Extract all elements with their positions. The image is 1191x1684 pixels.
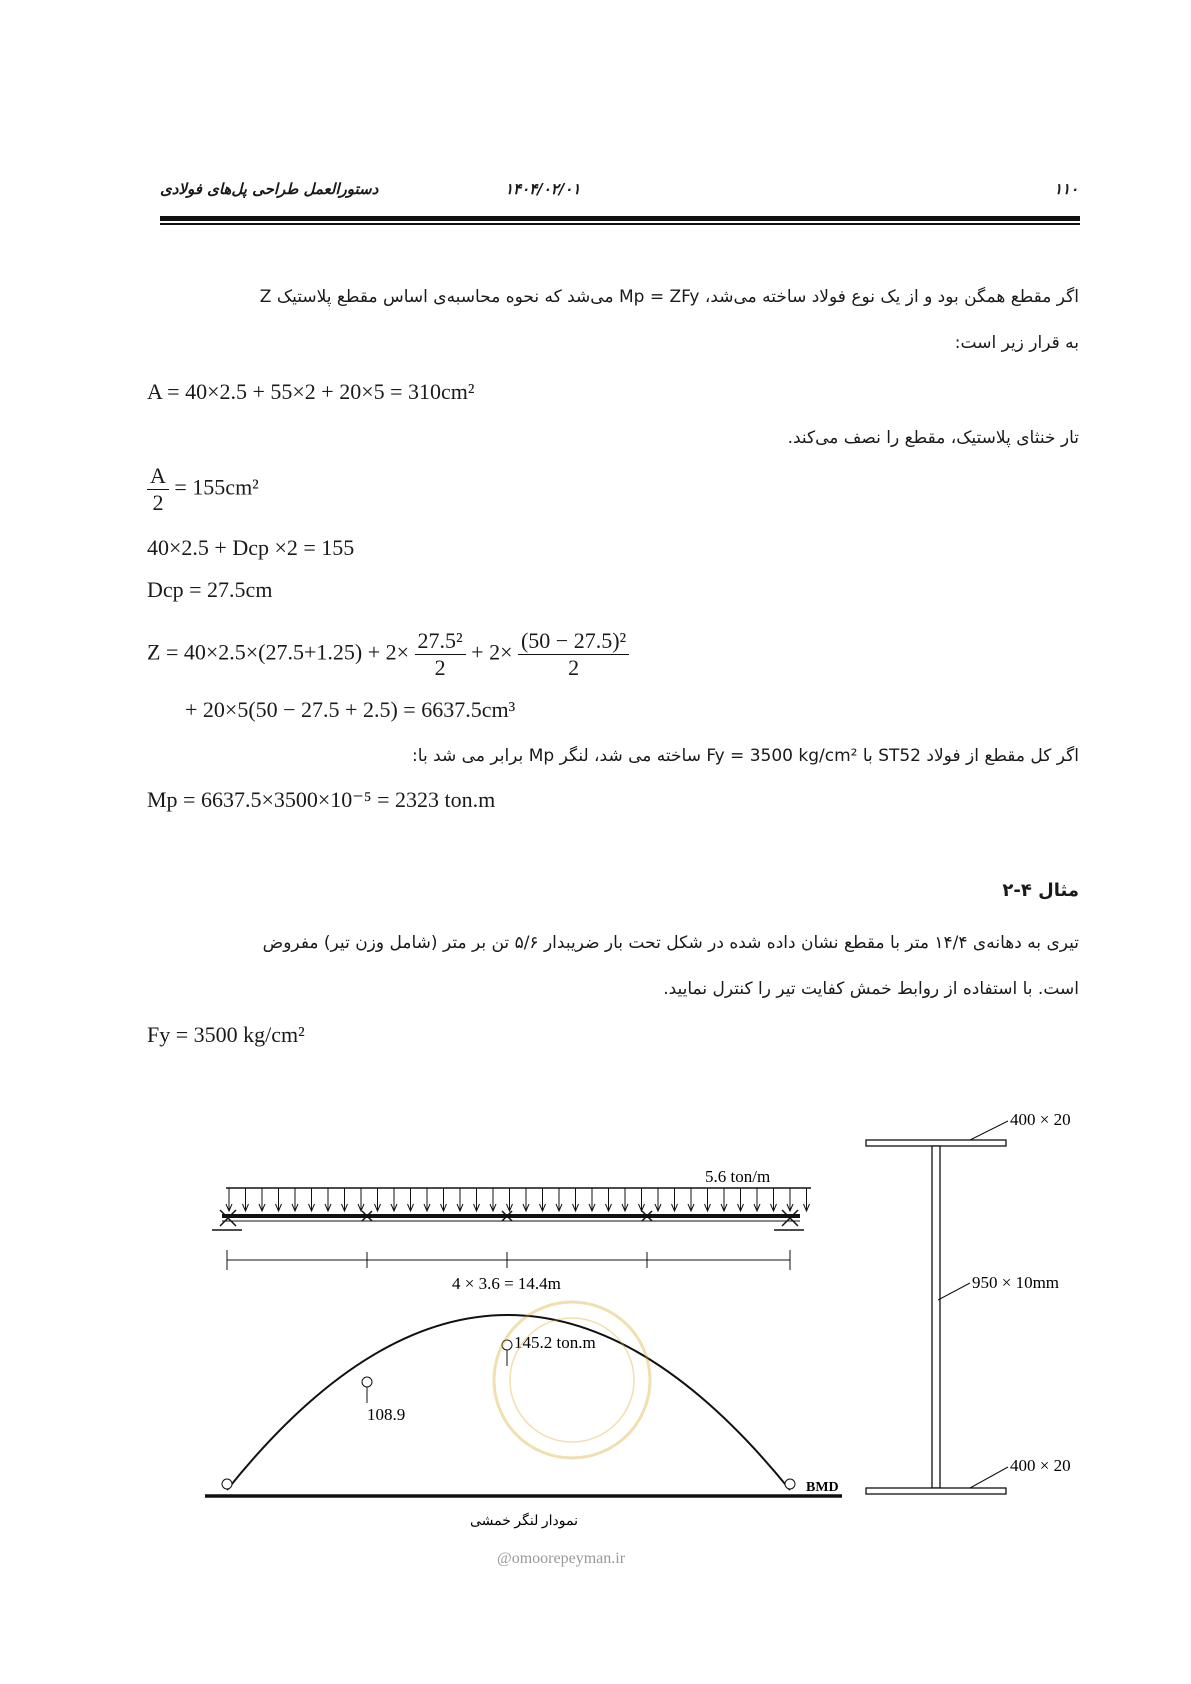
web-label: 950 × 10mm (972, 1273, 1060, 1292)
flange-top-label: 400 × 20 (1010, 1110, 1071, 1129)
flange-bottom-label: 400 × 20 (1010, 1456, 1071, 1475)
section-leaders (938, 1121, 1008, 1488)
fraction-z-1-denominator: 2 (434, 655, 446, 680)
moment-b-label: 108.9 (367, 1405, 406, 1424)
load-label: 5.6 ton/m (705, 1167, 771, 1186)
equation-dcp-2: Dcp = 27.5cm (147, 577, 273, 602)
intro-line-2: به قرار زیر است: (954, 333, 1079, 353)
st52-text: اگر کل مقطع از فولاد ST52 با Fy = 3500 kg/cm² ساخته می شد، لنگر Mp برابر می شد با: (412, 746, 1079, 766)
header-date: ۱۴۰۴/۰۲/۰۱ (505, 180, 581, 198)
equation-z-part-1: Z = 40×2.5×(27.5+1.25) + 2× (147, 639, 410, 665)
support-right (774, 1210, 804, 1230)
fraction-z-1-numerator: 27.5² (415, 628, 466, 655)
page-number: ۱۱۰ (1054, 180, 1079, 198)
fraction-denominator: 2 (152, 490, 164, 515)
bmd-caption: نمودار لنگر خمشی (470, 1514, 578, 1529)
moment-max-label: 145.2 ton.m (514, 1333, 596, 1352)
i-section (866, 1140, 1006, 1494)
watermark-seal (494, 1302, 650, 1458)
span-label: 4 × 3.6 = 14.4m (452, 1274, 561, 1293)
intro-line-1: اگر مقطع همگن بود و از یک نوع فولاد ساخته می‌شد، Mp = ZFy می‌شد که نحوه محاسبه‌ی اساس مقطع پلاستیک Z (259, 287, 1079, 307)
header-title: دستورالعمل طراحی پل‌های فولادی (160, 180, 379, 198)
bmd-label: BMD (806, 1480, 839, 1495)
example-line-1: تیری به دهانه‌ی ۱۴/۴ متر با مقطع نشان داده شده در شکل تحت بار ضریبدار ۵/۶ تن بر متر (شامل وزن تیر) مفروض (262, 933, 1079, 953)
equation-z-part-2: + 2× (471, 639, 513, 665)
bmd-point-markers (222, 1340, 795, 1489)
equation-mp: Mp = 6637.5×3500×10⁻⁵ = 2323 ton.m (147, 787, 496, 812)
fraction-numerator: A (147, 463, 169, 490)
neutral-axis-text: تار خنثای پلاستیک، مقطع را نصف می‌کند. (787, 428, 1079, 448)
example-heading: مثال ۴-۲ (1002, 880, 1079, 901)
equation-fy: Fy = 3500 kg/cm² (147, 1022, 305, 1047)
dimension-line (227, 1250, 790, 1270)
equation-dcp-1: 40×2.5 + Dcp ×2 = 155 (147, 535, 355, 560)
equation-area: A = 40×2.5 + 55×2 + 20×5 = 310cm² (147, 379, 475, 404)
fraction-z-2-numerator: (50 − 27.5)² (518, 628, 629, 655)
support-left (212, 1210, 242, 1230)
distributed-load (226, 1188, 811, 1211)
watermark-text: @omoorepeyman.ir (497, 1550, 626, 1567)
equation-z-line-2: + 20×5(50 − 27.5 + 2.5) = 6637.5cm³ (185, 697, 516, 722)
equation-half-rest: = 155cm² (174, 474, 259, 500)
example-line-2: است. با استفاده از روابط خمش کفایت تیر را کنترل نمایید. (663, 979, 1079, 999)
fraction-z-2-denominator: 2 (568, 655, 580, 680)
